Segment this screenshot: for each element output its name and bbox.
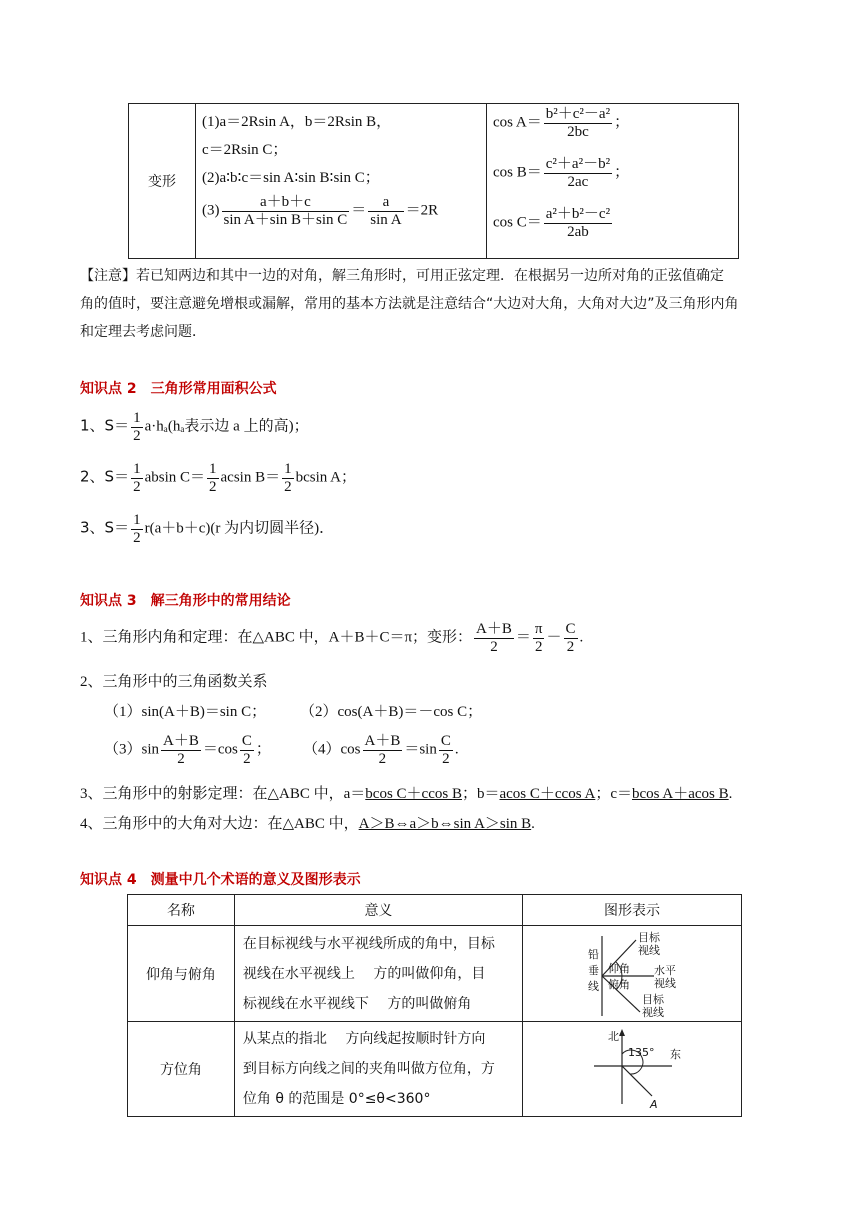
ratio-fraction: $\frac{a+b+c}{\text{sin A＋sin B＋sin C}}$ [223,194,348,228]
note-line-3: 和定理去考虑问题． [80,324,206,340]
elevation-figure-cell [523,926,742,1022]
trig-relation-4: （4）cos $\frac{A+B}{2}$ ＝sin $\frac{C}{2}$ . [303,733,459,767]
note-paragraph [80,262,800,346]
cosine-law-cell [487,104,739,259]
row-label-cell [129,104,196,259]
azimuth-diagram [524,1026,740,1112]
term-meaning: 在目标视线与水平视线所成的角中，目标 视线在水平视线上 方的叫做仰角，目 标视线在水平视线下 方的叫做俯角 [234,926,522,1022]
horizontal-line-label-2: 视线 [654,976,676,990]
kp2-heading: 知识点 2 三角形常用面积公式 [80,381,277,397]
row-label: 变形 [148,174,176,190]
kp3-heading: 知识点 3 解三角形中的常用结论 [80,593,291,609]
east-label: 东 [670,1048,681,1061]
header-figure: 图形表示 [523,895,742,926]
trig-relations-heading: 2、三角形中的三角函数关系 [80,674,268,690]
trig-relation-2: （2）cos(A＋B)＝－cos C； [300,704,483,720]
angle-135-label: 135° [628,1046,655,1059]
term-name: 方位角 [128,1022,235,1117]
sine-variant-3: (3) $\frac{a+b+c}{\text{sin A＋sin B＋sin C}}$ ＝ $\frac{a}{\text{sin A}}$ ＝2R [202,194,439,228]
sine-variant-1b: c＝2Rsin C； [202,142,288,158]
kp4-heading: 知识点 4 测量中几个术语的意义及图形表示 [80,872,361,888]
point-a-label: A [650,1098,658,1111]
header-name: 名称 [128,895,235,926]
terms-table [127,894,742,1117]
azimuth-figure-cell [523,1022,742,1117]
area-formula-1: 1、S＝ $\frac{1}{2}$ a·hₐ(hₐ表示边 a 上的高)； [80,410,309,444]
vertical-line-label-1: 铅 [588,947,599,961]
note-line-1: 【注意】若已知两边和其中一边的对角，解三角形时，可用正弦定理．在根据另一边所对角的正弦值确定 [80,268,724,284]
angle-sum-theorem: 1、三角形内角和定理：在△ABC 中，A＋B＋C＝π；变形： $\frac{A+B}{2}$ ＝ $\frac{\pi}{2}$ － $\frac{C}{2}$ . [80,621,584,655]
elevation-angle-label: 仰角 [608,961,630,975]
trig-relation-1: （1）sin(A＋B)＝sin C； [104,704,267,720]
header-meaning: 意义 [234,895,522,926]
cosC-formula: cos C＝ $\frac{\text{a²＋b²－c²}}{2ab}$ [493,206,611,240]
sine-variant-2: (2)a∶b∶c＝sin A∶sin B∶sin C； [202,170,380,186]
term-meaning: 从某点的指北 方向线起按顺时针方向 到目标方向线之间的夹角叫做方位角，方 位角 θ 的范围是 0°≤θ<360° [234,1022,522,1117]
horizontal-line-label-1: 水平 [654,963,676,977]
sine-variant-1: (1)a＝2Rsin A，b＝2Rsin B， [202,114,392,130]
a-over-sinA-fraction: $\frac{a}{\text{sin A}}$ [370,194,402,228]
depression-angle-label: 俯角 [608,977,630,991]
elevation-depression-diagram [524,928,740,1020]
target-line-upper-2: 视线 [638,943,660,957]
table-row [128,926,742,1022]
target-line-lower-2: 视线 [642,1005,664,1019]
north-label: 北 [608,1030,619,1043]
projection-theorem: 3、三角形中的射影定理：在△ABC 中，a＝bcos C＋ccos B；b＝acos C＋ccos A；c＝bcos A＋acos B. [80,786,733,802]
cosA-formula: cos A＝ $\frac{\text{b²＋c²－a²}}{2bc}$ ； [493,106,630,140]
area-formula-3: 3、S＝ $\frac{1}{2}$ r(a＋b＋c)(r 为内切圆半径)． [80,512,335,546]
target-line-lower-1: 目标 [642,992,664,1006]
sine-law-cell [196,104,487,259]
cosB-formula: cos B＝ $\frac{\text{c²＋a²－b²}}{2ac}$ ； [493,156,630,190]
larger-angle-larger-side: 4、三角形中的大角对大边：在△ABC 中，A＞B⇔a＞b⇔sin A＞sin B. [80,816,535,832]
variant-formula-table [128,103,739,259]
vertical-line-label-2: 垂 [588,963,599,977]
term-name: 仰角与俯角 [128,926,235,1022]
terms-table-header [128,895,742,926]
table-row [128,1022,742,1117]
target-line-upper-1: 目标 [638,930,660,944]
trig-relation-3: （3）sin $\frac{A+B}{2}$ ＝cos $\frac{C}{2}$ ； [104,733,271,767]
note-line-2: 角的值时，要注意避免增根或漏解，常用的基本方法就是注意结合“大边对大角，大角对大边”及三角形内角 [80,296,739,312]
area-formula-2: 2、S＝ $\frac{1}{2}$ absin C＝ $\frac{1}{2}$ acsin B＝ $\frac{1}{2}$ bcsin A； [80,461,356,495]
vertical-line-label-3: 线 [588,979,599,993]
